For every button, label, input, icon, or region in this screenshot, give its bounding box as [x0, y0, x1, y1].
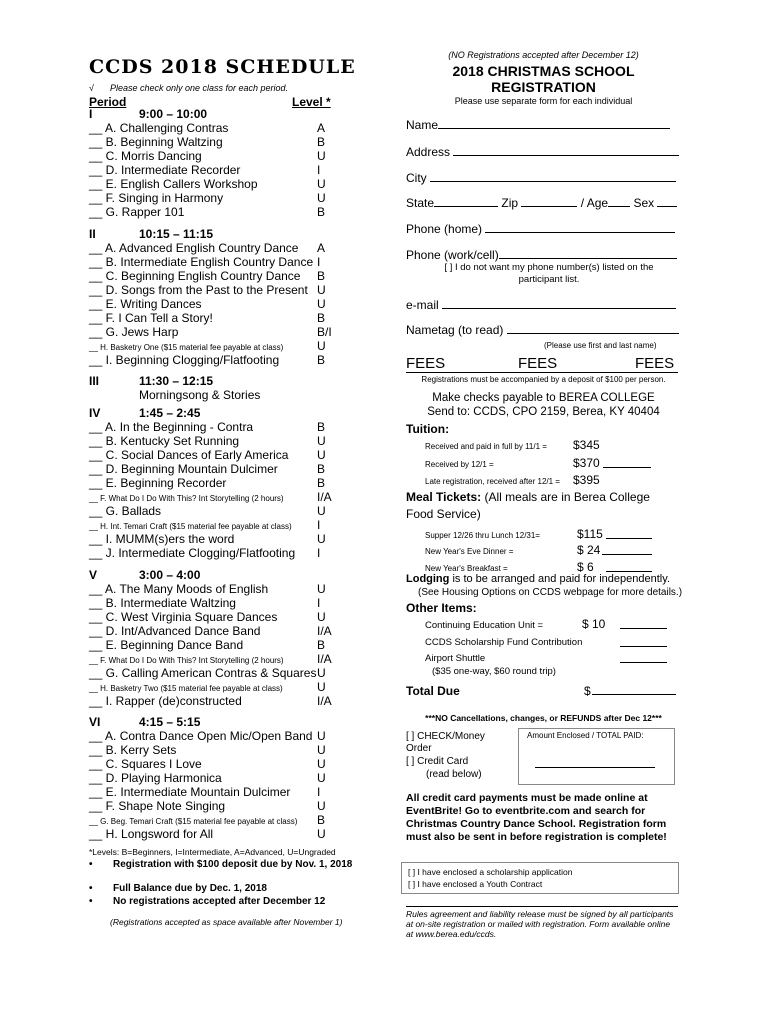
check-note-line	[89, 83, 288, 93]
class-level: U	[317, 771, 326, 785]
lodging-line	[406, 573, 670, 585]
class-level: B	[317, 311, 326, 325]
class-option[interactable]	[89, 311, 326, 325]
class-name: __ C. Morris Dancing	[89, 149, 202, 163]
schedule-title: CCDS 2018 SCHEDULE	[89, 56, 356, 78]
sex-label: Sex	[633, 196, 655, 210]
period-title	[89, 568, 200, 582]
class-name: __ A. Challenging Contras	[89, 121, 229, 135]
class-name: __ B. Kerry Sets	[89, 743, 177, 757]
class-option[interactable]	[89, 269, 326, 283]
class-name: __ D. Int/Advanced Dance Band	[89, 624, 261, 638]
class-name: __ B. Kentucky Set Running	[89, 434, 240, 448]
amount-enclosed-box[interactable]	[518, 728, 675, 785]
state-field[interactable]	[434, 196, 498, 207]
lodging-text: is to be arranged and paid for independently.	[452, 573, 670, 585]
class-option[interactable]	[89, 638, 326, 652]
period-time: 9:00 – 10:00	[139, 107, 208, 121]
class-name: __ D. Playing Harmonica	[89, 771, 222, 785]
class-option[interactable]	[89, 177, 326, 191]
period-title	[89, 374, 213, 388]
class-name: __ E. Beginning Dance Band	[89, 638, 244, 652]
class-option[interactable]	[89, 729, 326, 743]
scholarship-fund-label: CCDS Scholarship Fund Contribution	[425, 637, 583, 648]
class-level: I	[317, 163, 321, 177]
pay-card-option[interactable]: [ ] Credit Card	[406, 756, 469, 767]
class-level: U	[317, 680, 326, 694]
class-level: I/A	[317, 624, 332, 638]
total-due-field[interactable]	[592, 684, 676, 695]
name-label: Name	[406, 118, 439, 132]
registration-title-2: REGISTRATION	[491, 79, 596, 95]
class-level: U	[317, 729, 326, 743]
class-option[interactable]	[89, 205, 326, 219]
ceu-label: Continuing Education Unit =	[425, 620, 544, 631]
tuition-late-amount: $395	[573, 473, 600, 487]
class-option[interactable]	[89, 339, 326, 353]
tuition-full-label: Received and paid in full by 11/1 =	[425, 442, 547, 451]
class-option[interactable]	[89, 448, 326, 462]
airport-shuttle-field[interactable]	[620, 652, 667, 663]
period-header: Period	[89, 95, 127, 109]
phone-work-label: Phone (work/cell)	[406, 248, 499, 262]
class-name: __ C. Social Dances of Early America	[89, 448, 289, 462]
period-number: VI	[89, 715, 101, 729]
period-number: I	[89, 107, 93, 121]
class-option[interactable]	[89, 582, 326, 596]
nametag-row	[406, 323, 679, 337]
class-level: B	[317, 420, 326, 434]
nametag-label: Nametag (to read)	[406, 323, 504, 337]
period-number: V	[89, 568, 98, 582]
ceu-field[interactable]	[620, 618, 667, 629]
class-option[interactable]	[89, 799, 326, 813]
class-level: U	[317, 434, 326, 448]
class-name: __ G. Beg. Temari Craft ($15 material fee payable at class)	[89, 817, 298, 826]
meal-breakfast-amount: $ 6	[577, 560, 594, 574]
meal-supper-amount: $115	[577, 527, 603, 541]
bullet-balance-text: Full Balance due by Dec. 1, 2018	[113, 883, 267, 894]
class-level: I/A	[317, 652, 332, 666]
class-level: I/A	[317, 694, 332, 708]
class-option[interactable]	[89, 771, 326, 785]
period-title	[89, 406, 200, 420]
email-label: e-mail	[406, 298, 439, 312]
tuition-dec-amount: $370	[573, 456, 600, 470]
tuition-label: Tuition:	[406, 422, 450, 436]
airport-shuttle-label: Airport Shuttle	[425, 653, 486, 664]
class-level: B	[317, 462, 326, 476]
class-name: __ I. MUMM(s)ers the word	[89, 532, 235, 546]
class-name: __ F. What Do I Do With This? Int Storytelling (2 hours)	[89, 494, 284, 503]
class-level: I	[317, 785, 321, 799]
phone-work-row	[406, 248, 677, 262]
class-name: __ J. Intermediate Clogging/Flatfooting	[89, 546, 296, 560]
levels-legend: *Levels: B=Beginners, I=Intermediate, A=Advanced, U=Ungraded	[89, 847, 336, 857]
class-level: B/I	[317, 325, 332, 339]
check-mark-icon: √	[89, 83, 94, 93]
class-level: B	[317, 353, 326, 367]
age-label: / Age	[580, 196, 609, 210]
bullet-cutoff-text: No registrations accepted after December 12	[113, 896, 326, 907]
address-row	[406, 145, 679, 159]
class-level: A	[317, 241, 326, 255]
registration-title-1: 2018 CHRISTMAS SCHOOL	[452, 63, 635, 79]
class-option[interactable]	[89, 652, 332, 666]
tuition-dec-label: Received by 12/1 =	[425, 460, 494, 469]
class-name: __ A. The Many Moods of English	[89, 582, 269, 596]
fees-heading-1: FEES	[406, 355, 446, 372]
cancellation-note: ***NO Cancellations, changes, or REFUNDS after Dec 12***	[425, 713, 662, 723]
lodging-label: Lodging	[406, 573, 450, 585]
class-option[interactable]	[89, 504, 326, 518]
class-option[interactable]	[89, 462, 326, 476]
class-name: __ A. Advanced English Country Dance	[89, 241, 299, 255]
bullet-deposit: • Registration with $100 deposit due by Nov. 1, 2018	[89, 858, 379, 871]
city-row	[406, 171, 676, 185]
class-level: U	[317, 532, 326, 546]
class-option[interactable]	[89, 476, 326, 490]
class-name: __ E. Intermediate Mountain Dulcimer	[89, 785, 291, 799]
class-name: __ F. What Do I Do With This? Int Storytelling (2 hours)	[89, 656, 284, 665]
pay-card-note: (read below)	[426, 769, 482, 780]
state-label: State	[406, 196, 435, 210]
class-name: __ F. Singing in Harmony	[89, 191, 224, 205]
period-time: 3:00 – 4:00	[139, 568, 201, 582]
tuition-dec-field[interactable]	[603, 457, 651, 468]
fees-heading-2: FEES	[518, 355, 558, 372]
period-number: III	[89, 374, 100, 388]
class-name: __ D. Intermediate Recorder	[89, 163, 241, 177]
class-level: U	[317, 283, 326, 297]
level-header: Level *	[292, 95, 331, 109]
class-option[interactable]	[89, 255, 321, 269]
class-level: U	[317, 799, 326, 813]
space-available-note: (Registrations accepted as space available after November 1)	[110, 917, 343, 927]
name-row	[406, 118, 670, 132]
class-name: __ C. Beginning English Country Dance	[89, 269, 301, 283]
class-level: I	[317, 518, 321, 532]
class-name: __ F. Shape Note Singing	[89, 799, 226, 813]
city-field[interactable]	[430, 171, 676, 182]
phone-optout-checkbox[interactable]: [ ] I do not want my phone number(s) listed on the participant list.	[444, 262, 654, 285]
class-option[interactable]	[89, 135, 326, 149]
lodging-note: (See Housing Options on CCDS webpage for more details.)	[418, 587, 683, 598]
fees-heading-3: FEES	[635, 355, 675, 372]
period-title	[89, 227, 213, 241]
period-title	[89, 715, 200, 729]
class-option[interactable]	[89, 241, 326, 255]
class-name: __ G. Jews Harp	[89, 325, 179, 339]
pay-check-option[interactable]: [ ] CHECK/Money Order	[406, 731, 485, 754]
separate-form-note: Please use separate form for each individual	[454, 96, 633, 106]
class-option[interactable]	[89, 785, 321, 799]
class-option[interactable]	[89, 325, 332, 339]
class-level: B	[317, 135, 326, 149]
class-name: __ F. I Can Tell a Story!	[89, 311, 213, 325]
email-row	[406, 298, 676, 312]
amount-enclosed-line	[535, 767, 655, 768]
bullet-cutoff: • No registrations accepted after December 12	[89, 896, 326, 907]
zip-label: Zip	[501, 196, 519, 210]
tuition-late-label: Late registration, received after 12/1 =	[425, 477, 560, 486]
class-option[interactable]	[89, 121, 326, 135]
scholarship-app-checkbox[interactable]: [ ] I have enclosed a scholarship application	[408, 867, 573, 877]
class-option[interactable]	[89, 757, 326, 771]
phone-home-field[interactable]	[485, 222, 675, 233]
class-level: U	[317, 757, 326, 771]
check-note: Please check only one class for each period.	[109, 83, 289, 93]
period-title	[89, 107, 207, 121]
meal-eve-field[interactable]	[602, 544, 652, 555]
class-option[interactable]	[89, 518, 321, 532]
class-name: __ H. Basketry One ($15 material fee payable at class)	[89, 343, 284, 352]
class-option[interactable]	[89, 546, 321, 560]
class-option[interactable]	[89, 149, 326, 163]
class-option[interactable]	[89, 353, 326, 367]
rules-note: Rules agreement and liability release must be signed by all participants at on-site registration or mailed with registration. Form available online at www.berea.edu/ccds.	[406, 906, 678, 939]
class-level: B	[317, 638, 326, 652]
class-option[interactable]	[89, 297, 326, 311]
class-option[interactable]	[89, 694, 332, 708]
class-name: __ C. West Virginia Square Dances	[89, 610, 278, 624]
class-option[interactable]	[89, 813, 326, 827]
class-level: U	[317, 339, 326, 353]
class-option[interactable]	[89, 827, 326, 841]
meal-tickets-note: (All meals are in Berea College Food Service)	[406, 490, 650, 521]
class-option[interactable]	[89, 490, 332, 504]
class-name: __ I. Beginning Clogging/Flatfooting	[89, 353, 280, 367]
class-level: U	[317, 504, 326, 518]
class-option[interactable]	[89, 624, 332, 638]
fees-rule	[406, 372, 678, 373]
class-option[interactable]	[89, 666, 326, 680]
total-due-label: Total Due	[406, 684, 460, 698]
class-name: __ E. English Callers Workshop	[89, 177, 258, 191]
class-name: __ C. Squares I Love	[89, 757, 202, 771]
credit-card-note: All credit card payments must be made online at EventBrite! Go to eventbrite.com and search for Christmas Country Dance School. Registration form must also be sent in before registration is complete!	[406, 792, 667, 843]
class-level: A	[317, 121, 326, 135]
amount-enclosed-label: Amount Enclosed / TOTAL PAID:	[527, 731, 644, 740]
email-field[interactable]	[442, 298, 676, 309]
class-name: __ G. Calling American Contras & Squares	[89, 666, 317, 680]
class-name: __ A. Contra Dance Open Mic/Open Band	[89, 729, 313, 743]
class-name: __ B. Intermediate English Country Dance	[89, 255, 314, 269]
youth-contract-checkbox[interactable]: [ ] I have enclosed a Youth Contract	[408, 879, 543, 889]
period-time: 10:15 – 11:15	[139, 227, 214, 241]
period-time: 11:30 – 12:15	[139, 374, 214, 388]
meal-tickets-block	[406, 489, 676, 523]
class-option[interactable]	[89, 420, 326, 434]
age-field[interactable]	[608, 196, 630, 207]
class-name: __ B. Intermediate Waltzing	[89, 596, 236, 610]
class-level: U	[317, 448, 326, 462]
zip-field[interactable]	[521, 196, 577, 207]
address-label: Address	[406, 145, 451, 159]
class-option[interactable]	[89, 532, 326, 546]
class-name: __ E. Beginning Recorder	[89, 476, 227, 490]
meal-tickets-label: Meal Tickets:	[406, 490, 482, 504]
class-name: __ G. Rapper 101	[89, 205, 185, 219]
other-items-label: Other Items:	[406, 601, 477, 615]
meal-eve-amount: $ 24	[577, 543, 601, 557]
class-name: __ D. Songs from the Past to the Present	[89, 283, 308, 297]
class-level: U	[317, 297, 326, 311]
phone-home-row	[406, 222, 675, 236]
meal-breakfast-field[interactable]	[606, 561, 652, 572]
no-registrations-note: (NO Registrations accepted after December 12)	[448, 50, 639, 60]
class-level: B	[317, 476, 326, 490]
class-name: __ B. Beginning Waltzing	[89, 135, 223, 149]
period-extra: Morningsong & Stories	[139, 388, 261, 402]
period-number: II	[89, 227, 96, 241]
class-name: __ H. Basketry Two ($15 material fee payable at class)	[89, 684, 283, 693]
class-option[interactable]	[89, 163, 321, 177]
class-option[interactable]	[89, 610, 326, 624]
class-level: I/A	[317, 490, 332, 504]
class-name: __ G. Ballads	[89, 504, 162, 518]
address-field[interactable]	[453, 145, 679, 156]
class-option[interactable]	[89, 434, 326, 448]
class-level: I	[317, 546, 321, 560]
class-level: U	[317, 149, 326, 163]
class-level: B	[317, 205, 326, 219]
phone-work-field[interactable]	[499, 248, 677, 259]
class-name: __ A. In the Beginning - Contra	[89, 420, 254, 434]
class-level: U	[317, 610, 326, 624]
class-option[interactable]	[89, 743, 326, 757]
class-level: B	[317, 269, 326, 283]
total-dollar-sign: $	[584, 684, 591, 698]
class-name: __ I. Rapper (de)constructed	[89, 694, 242, 708]
meal-eve-label: New Year's Eve Dinner =	[425, 547, 514, 556]
class-level: U	[317, 827, 326, 841]
class-level: U	[317, 191, 326, 205]
ceu-amount: $ 10	[582, 617, 606, 631]
class-level: B	[317, 813, 326, 827]
class-option[interactable]	[89, 283, 326, 297]
phone-home-label: Phone (home)	[406, 222, 483, 236]
checks-payable: Make checks payable to BEREA COLLEGE	[432, 392, 655, 404]
nametag-field[interactable]	[507, 323, 679, 334]
class-option[interactable]	[89, 191, 326, 205]
deposit-note: Registrations must be accompanied by a deposit of $100 per person.	[421, 375, 666, 384]
nametag-hint: (Please use first and last name)	[544, 341, 657, 350]
meal-supper-label: Supper 12/26 thru Lunch 12/31=	[425, 531, 540, 540]
class-level: U	[317, 177, 326, 191]
class-name: __ H. Longsword for All	[89, 827, 214, 841]
period-number: IV	[89, 406, 101, 420]
tuition-full-amount: $345	[573, 438, 600, 452]
city-label: City	[406, 171, 427, 185]
shuttle-price-note: ($35 one-way, $60 round trip)	[432, 666, 556, 677]
class-level: I	[317, 255, 321, 269]
class-name: __ E. Writing Dances	[89, 297, 202, 311]
meal-supper-field[interactable]	[606, 528, 652, 539]
class-name: __ D. Beginning Mountain Dulcimer	[89, 462, 278, 476]
class-option[interactable]	[89, 680, 326, 694]
period-time: 1:45 – 2:45	[139, 406, 201, 420]
meal-breakfast-label: New Year's Breakfast =	[425, 564, 508, 573]
class-level: U	[317, 743, 326, 757]
name-field[interactable]	[438, 118, 670, 129]
mailing-address: Send to: CCDS, CPO 2159, Berea, KY 40404	[427, 406, 660, 418]
class-level: U	[317, 582, 326, 596]
class-option[interactable]	[89, 596, 321, 610]
state-row	[406, 196, 677, 210]
bullet-balance: • Full Balance due by Dec. 1, 2018	[89, 883, 267, 894]
class-level: U	[317, 666, 326, 680]
enclosures-box	[401, 862, 679, 894]
scholarship-fund-field[interactable]	[620, 636, 667, 647]
class-name: __ H. Int. Temari Craft ($15 material fee payable at class)	[89, 522, 292, 531]
period-time: 4:15 – 5:15	[139, 715, 201, 729]
sex-field[interactable]	[657, 196, 677, 207]
bullet-deposit-text: Registration with $100 deposit due by Nov. 1, 2018	[113, 859, 353, 870]
class-level: I	[317, 596, 321, 610]
